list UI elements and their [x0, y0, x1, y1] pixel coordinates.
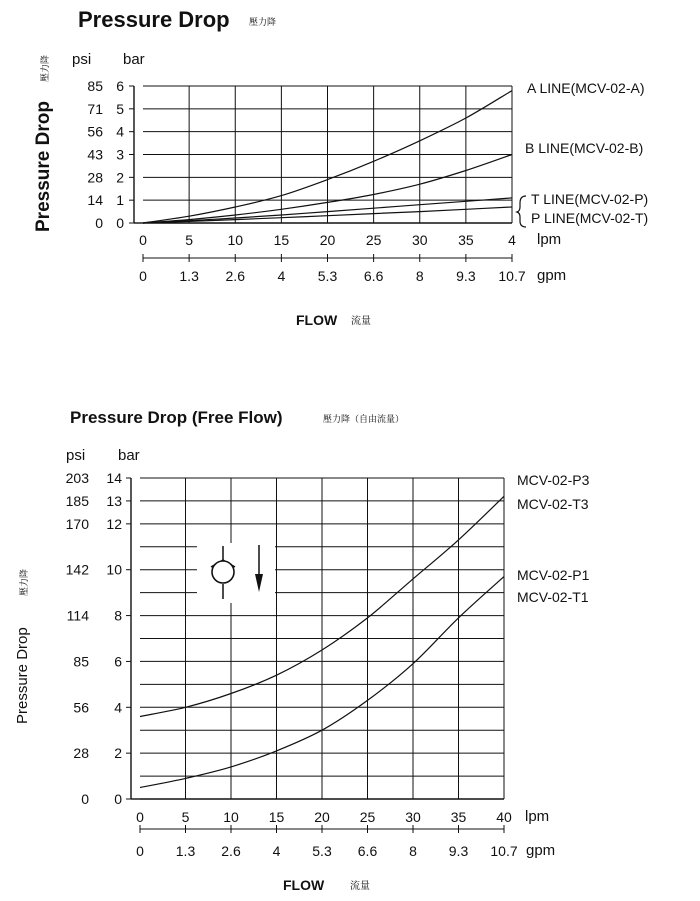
chart2-bar-tick-label: 4 — [114, 699, 122, 716]
chart1-psi-tick-label: 85 — [87, 78, 103, 94]
chart1-lpm-unit: lpm — [537, 231, 562, 248]
chart2-psi-tick-label: 203 — [65, 470, 89, 486]
chart2-gpm-tick-label: 1.3 — [175, 843, 196, 859]
chart1-title-cjk: 壓力降 — [249, 17, 277, 27]
chart2-ticks — [66, 470, 518, 859]
chart2-gpm-tick-label: 9.3 — [448, 843, 469, 859]
chart2-lpm-tick-label: 10 — [223, 809, 239, 825]
chart2-bar-tick-label: 0 — [114, 791, 122, 807]
chart2-title: Pressure Drop (Free Flow) — [70, 408, 283, 427]
chart2-y-axis-title-cjk: 壓力降 — [19, 568, 29, 596]
chart1-gpm-tick-label: 8 — [415, 268, 424, 284]
chart1-gpm-unit: gpm — [537, 267, 567, 284]
chart2-lpm-tick-label: 5 — [181, 809, 190, 825]
chart2-label-t3: MCV-02-T3 — [517, 496, 589, 512]
chart1-gpm-tick-label: 9.3 — [456, 268, 476, 284]
chart2-x-axis-title-cjk: 流量 — [350, 881, 370, 892]
chart2-bar-tick-label: 8 — [114, 607, 122, 624]
chart2-label-p1: MCV-02-P1 — [517, 567, 590, 583]
chart2-bar-unit: bar — [118, 447, 140, 464]
chart1-bar-tick-label: 1 — [116, 192, 124, 209]
chart2-lpm-tick-label: 35 — [450, 809, 467, 825]
chart1-y-axis-title: Pressure Drop — [33, 101, 54, 232]
chart1-psi-tick-label: 0 — [95, 215, 103, 231]
chart1-bar-tick-label: 5 — [116, 100, 124, 117]
chart1-gpm-tick-label: 4 — [277, 268, 286, 284]
chart2-lpm-tick-label: 30 — [405, 809, 421, 825]
chart1-lpm-tick-label: 4 — [508, 232, 516, 248]
chart2-gpm-tick-label: 2.6 — [221, 843, 241, 859]
chart2-psi-tick-label: 85 — [73, 653, 89, 670]
chart-pressure-drop — [33, 7, 648, 328]
check-valve-symbol-icon — [197, 543, 275, 603]
chart2-psi-tick-label: 28 — [73, 745, 89, 762]
chart2-gpm-tick-label: 4 — [272, 843, 281, 859]
chart-pressure-drop-free-flow — [14, 408, 590, 893]
chart2-bar-tick-label: 12 — [106, 515, 122, 532]
chart1-bar-tick-label: 4 — [116, 123, 124, 140]
chart2-bar-tick-label: 13 — [106, 492, 122, 509]
chart1-series-label-t: T LINE(MCV-02-P) — [531, 191, 649, 207]
chart1-lpm-tick-label: 15 — [273, 232, 290, 248]
chart2-gpm-tick-label: 10.7 — [490, 843, 518, 859]
chart2-bar-tick-label: 6 — [114, 653, 122, 670]
chart2-y-axis-title: Pressure Drop — [14, 627, 31, 724]
chart2-bar-tick-label: 10 — [106, 561, 122, 578]
chart1-lpm-tick-label: 30 — [411, 232, 428, 248]
chart1-psi-tick-label: 28 — [87, 169, 103, 186]
chart1-series-label-a: A LINE(MCV-02-A) — [527, 80, 645, 96]
chart2-lpm-unit: lpm — [525, 808, 550, 825]
chart2-x-axis-title: FLOW — [283, 877, 325, 893]
chart1-lpm-tick-label: 20 — [319, 232, 336, 248]
chart2-psi-tick-label: 170 — [65, 515, 89, 532]
chart2-title-cjk: 壓力降（自由流量） — [323, 414, 405, 424]
chart2-psi-tick-label: 56 — [73, 699, 89, 716]
chart2-psi-tick-label: 142 — [65, 561, 89, 578]
chart2-label-t1: MCV-02-T1 — [517, 589, 589, 605]
chart2-gpm-tick-label: 0 — [136, 843, 144, 859]
chart2-bar-tick-label: 14 — [106, 470, 122, 486]
chart2-gpm-tick-label: 6.6 — [357, 843, 378, 859]
chart2-grid — [131, 478, 504, 799]
chart2-label-p3: MCV-02-P3 — [517, 472, 590, 488]
chart2-psi-tick-label: 185 — [65, 492, 89, 509]
chart1-lpm-tick-label: 10 — [227, 232, 244, 248]
chart2-lpm-tick-label: 40 — [496, 809, 512, 825]
chart2-lpm-tick-label: 20 — [314, 809, 330, 825]
chart1-gpm-tick-label: 0 — [139, 268, 147, 284]
chart1-psi-tick-label: 71 — [87, 100, 103, 117]
chart1-psi-tick-label: 43 — [87, 146, 103, 163]
chart2-lpm-tick-label: 15 — [268, 809, 285, 825]
chart2-lpm-tick-label: 0 — [136, 809, 144, 825]
chart2-gpm-tick-label: 5.3 — [312, 843, 332, 859]
chart1-gpm-tick-label: 10.7 — [498, 268, 526, 284]
chart1-psi-unit: psi — [72, 51, 92, 68]
chart1-series-label-p: P LINE(MCV-02-T) — [531, 210, 649, 226]
chart1-bar-tick-label: 6 — [116, 78, 124, 94]
chart1-lpm-tick-label: 5 — [185, 232, 194, 248]
chart1-bar-tick-label: 0 — [116, 215, 124, 231]
chart1-gpm-tick-label: 1.3 — [179, 268, 199, 284]
chart1-gpm-tick-label: 5.3 — [317, 268, 338, 284]
chart1-lpm-tick-label: 25 — [365, 232, 382, 248]
chart1-brace — [517, 196, 526, 227]
chart1-series-label-b: B LINE(MCV-02-B) — [525, 140, 644, 156]
chart1-x-axis-title-cjk: 流量 — [351, 316, 371, 327]
chart2-gpm-unit: gpm — [526, 842, 556, 859]
chart1-bar-tick-label: 3 — [116, 146, 124, 163]
chart1-gpm-tick-label: 2.6 — [225, 268, 245, 284]
chart1-bar-tick-label: 2 — [116, 169, 124, 186]
chart1-psi-tick-label: 14 — [87, 192, 103, 209]
chart2-psi-unit: psi — [66, 447, 86, 464]
chart1-lpm-tick-label: 35 — [458, 232, 474, 248]
chart2-bar-tick-label: 2 — [114, 745, 122, 762]
chart1-bar-unit: bar — [123, 51, 145, 68]
chart2-psi-tick-label: 0 — [81, 791, 89, 807]
chart2-lpm-tick-label: 25 — [359, 809, 376, 825]
chart2-psi-tick-label: 114 — [66, 607, 89, 624]
chart1-psi-tick-label: 56 — [87, 123, 103, 140]
chart2-gpm-tick-label: 8 — [409, 843, 417, 859]
chart1-y-axis-title-cjk: 壓力降 — [40, 54, 50, 82]
chart1-title: Pressure Drop — [78, 7, 230, 32]
chart1-lpm-tick-label: 0 — [139, 232, 147, 248]
chart1-x-axis-title: FLOW — [296, 312, 338, 328]
chart1-gpm-tick-label: 6.6 — [363, 268, 384, 284]
